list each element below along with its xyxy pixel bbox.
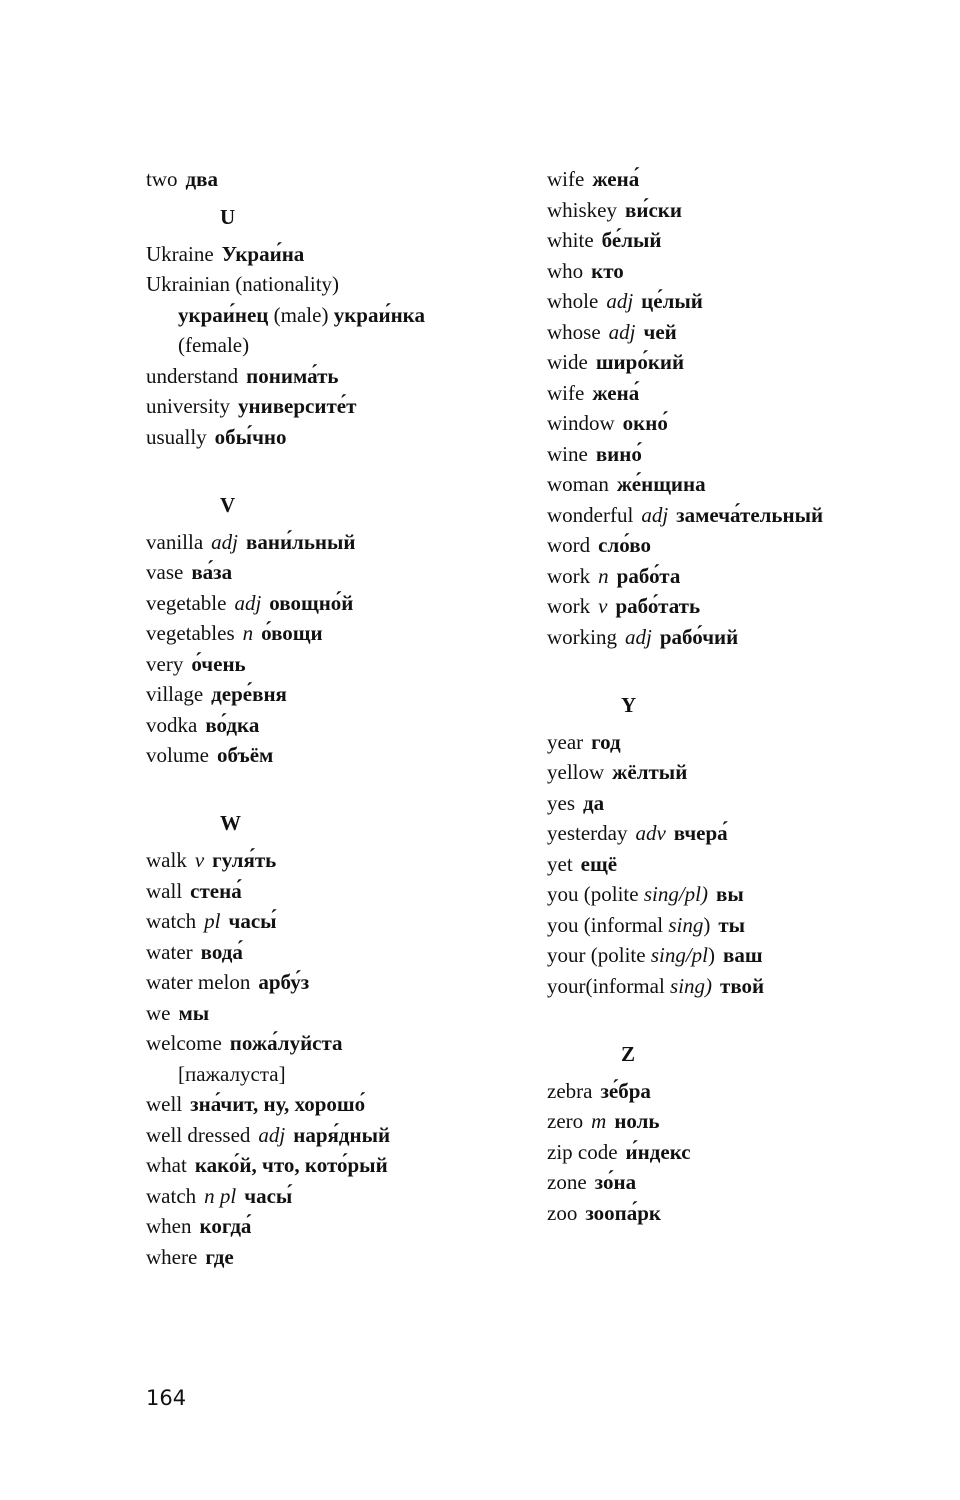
dictionary-entry [146,1181,526,1212]
section-letter-heading: Y [621,692,637,717]
entry-english: what [146,1153,187,1177]
dictionary-entry [146,239,526,270]
dictionary-entry [547,879,947,910]
entry-russian: украи́нка [333,302,425,327]
entry-russian: о́вощи [261,621,323,645]
entry-english: walk [146,848,187,872]
entry-part-of-speech: n [598,563,609,588]
entry-russian: Украи́на [221,241,305,266]
dictionary-entry [146,557,526,588]
entry-part-of-speech: v [194,848,205,872]
entry-russian: сло́во [598,533,651,557]
dictionary-entry [547,225,947,256]
entry-russian: ноль [614,1109,660,1133]
entry-part-of-speech: adv [635,821,666,845]
entry-english: watch [146,909,197,933]
section-letter-heading: U [220,204,236,229]
entry-english: work [547,594,591,618]
entry-russian: ещё [580,851,618,876]
entry-english: vegetable [146,590,227,615]
entry-russian: ва́за [191,560,233,584]
entry-russian: да [583,790,605,815]
entry-english: window [547,411,615,435]
entry-english: well dressed [146,1122,251,1147]
entry-russian: пожа́луйста [229,1031,343,1055]
entry-english: wine [547,441,588,466]
dictionary-entry [146,391,526,422]
entry-english: working [547,624,617,649]
entry-russian: вани́льный [246,529,356,554]
entry-russian: рабо́чий [659,624,739,649]
entry-russian: о́чень [191,651,246,676]
entry-russian: вода́ [200,939,243,964]
entry-part-of-speech: adj [606,289,634,313]
entry-russian: когда́ [199,1214,252,1238]
entry-english: Ukraine [146,241,214,266]
dictionary-entry [547,347,947,378]
entry-russian: где [205,1244,234,1269]
entry-russian: год [591,729,621,754]
dictionary-entry [547,1198,947,1229]
dictionary-entry [547,286,947,317]
dictionary-entry [146,269,526,300]
entry-russian: украи́нец [178,302,269,327]
entry-english: ) [703,912,711,937]
dictionary-entry [146,967,526,998]
entry-english: your(informal [547,973,671,998]
entry-part-of-speech: n [242,621,254,645]
entry-russian: зоопа́рк [585,1200,662,1225]
entry-russian: зе́бра [600,1078,651,1103]
entry-russian: и́ндекс [625,1139,691,1164]
dictionary-entry [146,876,526,907]
dictionary-entry [146,1120,526,1151]
entry-english: whole [547,289,599,313]
entry-english: wife [547,380,585,405]
entry-part-of-speech: adj [234,590,262,615]
entry-english: who [547,258,584,283]
entry-part-of-speech: adj [641,502,669,527]
dictionary-entry [547,622,947,653]
section-gap [547,652,947,683]
dictionary-entry [547,591,947,622]
entry-english: where [146,1244,198,1269]
entry-russian: жена́ [592,167,640,191]
dictionary-entry [146,1211,526,1242]
entry-russian: како́й, что, кото́рый [194,1153,388,1177]
entry-english: understand [146,363,239,388]
entry-english: zoo [547,1200,578,1225]
entry-english: welcome [146,1031,222,1055]
dictionary-entry [146,845,526,876]
entry-part-of-speech: sing/pl [650,943,708,967]
entry-russian: университе́т [238,394,357,418]
dictionary-entry [547,408,947,439]
dictionary-entry [146,1242,526,1273]
dictionary-entry [547,378,947,409]
entry-part-of-speech: n pl [204,1183,237,1208]
entry-russian: рабо́та [616,563,681,588]
dictionary-column-left [146,164,526,1272]
dictionary-entry [547,1076,947,1107]
page-number: 164 [146,1386,187,1410]
entry-english: you (polite [547,882,644,906]
entry-russian: обы́чно [214,424,287,449]
entry-russian: жёлтый [612,760,688,784]
dictionary-entry [146,1028,526,1059]
entry-continuation [146,300,526,331]
entry-russian: замеча́тельный [676,502,824,527]
entry-english: wife [547,167,585,191]
entry-russian: понима́ть [246,363,339,388]
entry-russian: стена́ [190,878,242,903]
section-letter-heading: V [220,492,236,517]
entry-russian: вино́ [595,441,642,466]
dictionary-entry [146,710,526,741]
entry-english: we [146,1000,171,1025]
dictionary-entry [547,439,947,470]
entry-russian: ваш [723,943,763,967]
entry-part-of-speech: v [598,594,608,618]
entry-english: yesterday [547,821,628,845]
entry-english: vanilla [146,529,204,554]
entry-part-of-speech: sing/pl) [643,882,708,906]
entry-russian: жена́ [592,380,640,405]
dictionary-entry [547,1106,947,1137]
dictionary-entry [146,1089,526,1120]
dictionary-entry [547,788,947,819]
entry-continuation [146,1059,526,1090]
entry-part-of-speech: sing [668,912,704,937]
dictionary-entry [547,940,947,971]
dictionary-entry [547,469,947,500]
entry-part-of-speech: sing) [670,973,713,998]
entry-english: your (polite [547,943,651,967]
dictionary-entry [146,527,526,558]
entry-part-of-speech: adj [625,624,652,649]
entry-russian: вы [716,882,744,906]
entry-english: (male) [268,302,334,327]
entry-english: (female) [178,333,250,357]
entry-russian: наря́дный [293,1122,391,1147]
entry-english: zone [547,1170,587,1194]
entry-english: Ukrainian (nationality) [146,272,340,296]
entry-russian: часы́ [228,909,277,933]
entry-english: year [547,729,584,754]
section-letter-heading: W [220,811,241,835]
entry-russian: рабо́тать [615,594,701,618]
entry-english: two [146,167,178,191]
entry-english: wall [146,878,183,903]
dictionary-entry [547,971,947,1002]
entry-english: ) [708,943,715,967]
entry-english: yes [547,790,575,815]
entry-english: yellow [547,760,605,784]
dictionary-entry [547,530,947,561]
dictionary-entry [547,195,947,226]
entry-russian: кто [591,258,624,283]
entry-russian: зна́чит, ну, хорошо́ [190,1092,366,1116]
entry-russian: ви́ски [625,197,682,222]
entry-russian: два [185,167,218,191]
dictionary-entry [547,317,947,348]
section-gap [146,771,526,802]
dictionary-entry [547,500,947,531]
dictionary-entry [547,757,947,788]
entry-russian: часы́ [244,1183,293,1208]
dictionary-entry [146,422,526,453]
entry-english: when [146,1214,192,1238]
entry-english: water melon [146,970,251,994]
entry-english: vodka [146,712,198,737]
dictionary-entry [146,618,526,649]
entry-english: zebra [547,1078,593,1103]
dictionary-entry [146,588,526,619]
dictionary-entry [547,1137,947,1168]
entry-english: vase [146,560,184,584]
entry-english: white [547,228,594,252]
entry-russian: твой [720,973,765,998]
entry-english: [пажалуста] [178,1061,286,1086]
entry-english: watch [146,1183,197,1208]
entry-english: zip code [547,1139,618,1164]
entry-english: very [146,651,184,676]
dictionary-entry [547,727,947,758]
dictionary-entry [146,906,526,937]
entry-part-of-speech: adj [258,1122,286,1147]
entry-english: word [547,533,591,557]
entry-english: volume [146,743,209,767]
entry-english: zero [547,1109,584,1133]
entry-english: yet [547,851,573,876]
entry-english: whiskey [547,197,617,222]
entry-part-of-speech: m [591,1109,607,1133]
entry-english: whose [547,319,601,344]
entry-russian: гуля́ть [212,848,277,872]
entry-russian: окно́ [622,411,668,435]
entry-english: vegetables [146,621,235,645]
dictionary-entry [146,679,526,710]
entry-part-of-speech: adj [608,319,636,344]
entry-english: usually [146,424,207,449]
dictionary-entry [146,1150,526,1181]
entry-russian: дере́вня [211,682,287,706]
section-gap [146,452,526,483]
dictionary-entry [146,740,526,771]
dictionary-column-right [547,164,947,1228]
entry-english: water [146,939,193,964]
dictionary-entry [547,849,947,880]
entry-english: university [146,394,230,418]
entry-part-of-speech: adj [211,529,238,554]
entry-russian: широ́кий [595,350,685,374]
section-letter-heading: Z [621,1041,636,1066]
entry-english: well [146,1092,183,1116]
dictionary-entry [547,164,947,195]
dictionary-entry [146,649,526,680]
dictionary-entry [146,937,526,968]
entry-english: village [146,682,204,706]
entry-russian: овощно́й [269,590,354,615]
dictionary-entry [547,561,947,592]
dictionary-entry [146,361,526,392]
section-gap [547,1001,947,1032]
entry-russian: бе́лый [601,228,662,252]
entry-english: wonderful [547,502,634,527]
entry-english: you (informal [547,912,669,937]
entry-russian: вчера́ [673,821,728,845]
dictionary-entry [547,818,947,849]
entry-russian: ты [718,912,746,937]
entry-russian: зо́на [594,1170,637,1194]
dictionary-entry [146,998,526,1029]
dictionary-entry [547,1167,947,1198]
entry-russian: во́дка [205,712,260,737]
entry-russian: же́нщина [616,472,706,496]
entry-english: wide [547,350,588,374]
dictionary-entry [146,164,526,195]
entry-russian: це́лый [641,289,703,313]
entry-english: woman [547,472,609,496]
dictionary-entry [547,256,947,287]
entry-english: work [547,563,591,588]
dictionary-entry [547,910,947,941]
entry-russian: чей [643,319,677,344]
entry-russian: арбу́з [258,970,310,994]
entry-continuation [146,330,526,361]
entry-russian: мы [178,1000,210,1025]
entry-part-of-speech: pl [204,909,221,933]
entry-russian: объём [217,743,274,767]
